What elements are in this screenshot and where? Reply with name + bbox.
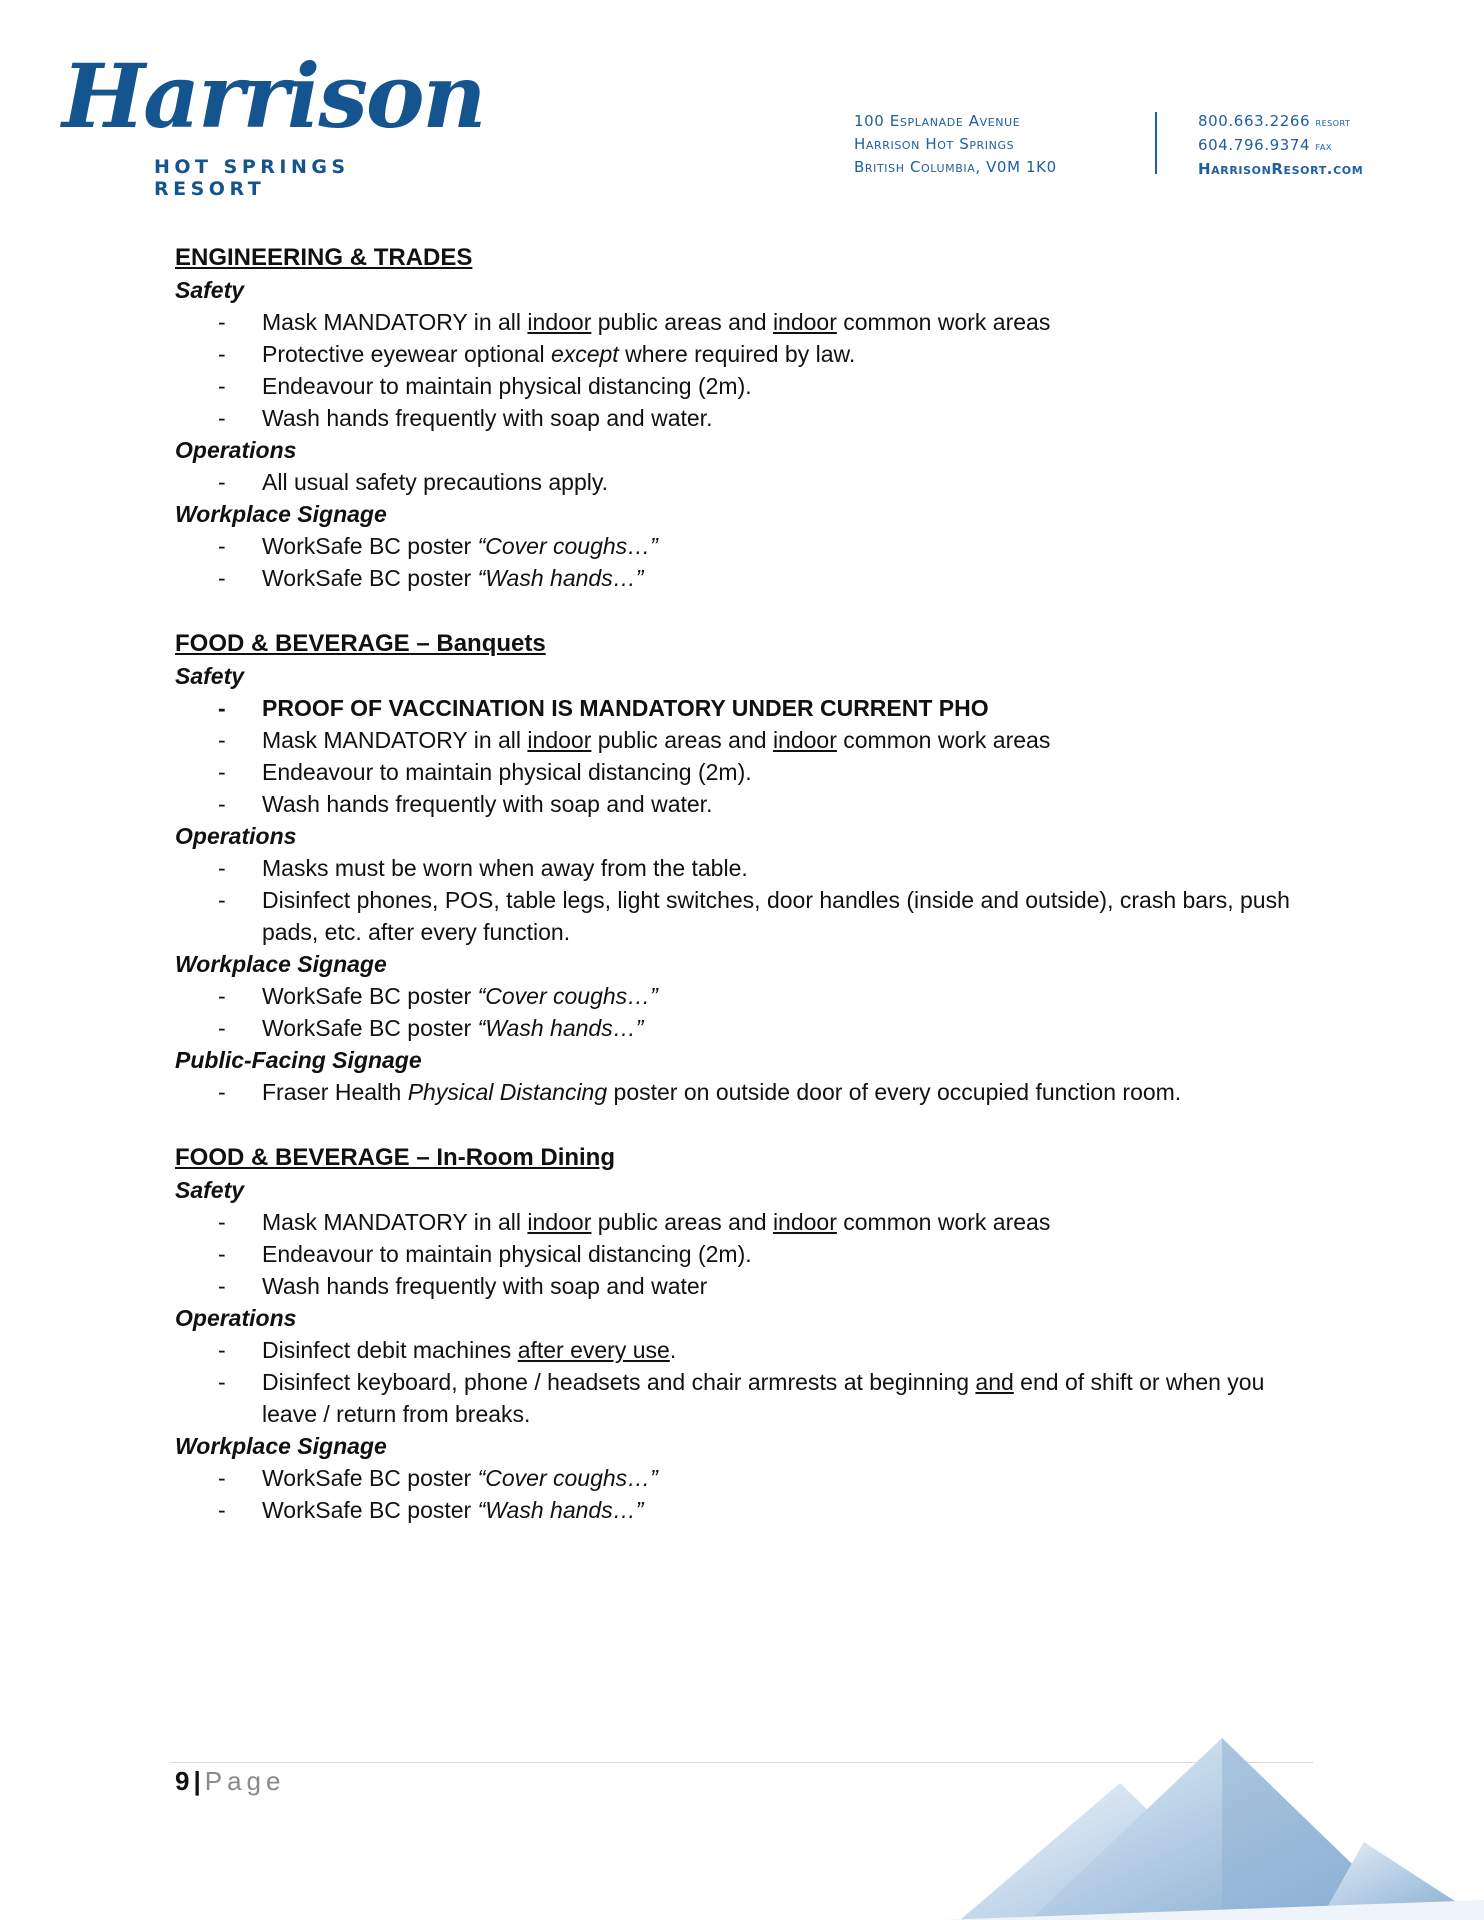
resort-address xyxy=(854,110,1057,179)
list-item: - WorkSafe BC poster “Wash hands…” xyxy=(175,1494,1295,1526)
list-item: - Endeavour to maintain physical distancing (2m). xyxy=(175,756,1295,788)
page-number-value: 9 xyxy=(175,1766,190,1796)
list-item: - WorkSafe BC poster “Cover coughs…” xyxy=(175,980,1295,1012)
signage-list xyxy=(175,530,1295,594)
operations-list xyxy=(175,852,1295,948)
subheading-safety: Safety xyxy=(175,277,245,303)
safety-list xyxy=(175,306,1295,434)
safety-list xyxy=(175,692,1295,820)
safety-list xyxy=(175,1206,1295,1302)
signage-list xyxy=(175,980,1295,1044)
subheading-operations: Operations xyxy=(175,823,297,849)
list-item: - Protective eyewear optional except where required by law. xyxy=(175,338,1295,370)
fax-phone-line xyxy=(1198,134,1363,158)
address-line-3: British Columbia, V0M 1K0 xyxy=(854,158,1057,176)
mountains-icon xyxy=(940,1730,1484,1920)
list-item: - WorkSafe BC poster “Wash hands…” xyxy=(175,562,1295,594)
subheading-operations: Operations xyxy=(175,437,297,463)
address-line-2: Harrison Hot Springs xyxy=(854,135,1015,153)
logo-subtitle: HOT SPRINGS RESORT xyxy=(154,156,350,200)
list-item: - Wash hands frequently with soap and water xyxy=(175,1270,1295,1302)
address-line-1: 100 Esplanade Avenue xyxy=(854,112,1021,130)
signage-list xyxy=(175,1462,1295,1526)
resort-website: HarrisonResort.com xyxy=(1198,160,1364,178)
section-title: FOOD & BEVERAGE – Banquets xyxy=(175,630,546,657)
fax-phone-label: fax xyxy=(1315,140,1332,153)
list-item: - Disinfect keyboard, phone / headsets and chair armrests at beginning and end of shift or when you leave / return from breaks. xyxy=(175,1366,1295,1430)
page-separator: | xyxy=(193,1766,201,1796)
section-engineering xyxy=(175,242,1295,594)
list-item: - Disinfect phones, POS, table legs, light switches, door handles (inside and outside), crash bars, push pads, etc. after every function. xyxy=(175,884,1295,948)
section-banquets xyxy=(175,628,1295,1108)
page-number xyxy=(175,1766,285,1797)
header-divider xyxy=(1155,112,1157,174)
list-item: - Mask MANDATORY in all indoor public areas and indoor common work areas xyxy=(175,724,1295,756)
subheading-workplace-signage: Workplace Signage xyxy=(175,951,387,977)
list-item: - Endeavour to maintain physical distancing (2m). xyxy=(175,1238,1295,1270)
list-item: - Fraser Health Physical Distancing poster on outside door of every occupied function room. xyxy=(175,1076,1295,1108)
subheading-public-signage: Public-Facing Signage xyxy=(175,1047,422,1073)
public-signage-list xyxy=(175,1076,1295,1108)
page-label: Page xyxy=(204,1766,286,1796)
resort-phone-line xyxy=(1198,110,1363,134)
list-item: - PROOF OF VACCINATION IS MANDATORY UNDER CURRENT PHO xyxy=(175,692,1295,724)
section-title: ENGINEERING & TRADES xyxy=(175,244,473,271)
section-title: FOOD & BEVERAGE – In-Room Dining xyxy=(175,1144,616,1171)
list-item: - WorkSafe BC poster “Cover coughs…” xyxy=(175,530,1295,562)
operations-list xyxy=(175,1334,1295,1430)
list-item: - Wash hands frequently with soap and water. xyxy=(175,788,1295,820)
section-in-room-dining xyxy=(175,1142,1295,1526)
logo-script-text: Harrison xyxy=(62,44,485,148)
fax-phone: 604.796.9374 xyxy=(1198,136,1311,154)
list-item: - Mask MANDATORY in all indoor public areas and indoor common work areas xyxy=(175,1206,1295,1238)
subheading-workplace-signage: Workplace Signage xyxy=(175,1433,387,1459)
resort-contact xyxy=(1198,110,1363,181)
subheading-safety: Safety xyxy=(175,1177,245,1203)
subheading-workplace-signage: Workplace Signage xyxy=(175,501,387,527)
resort-phone: 800.663.2266 xyxy=(1198,112,1311,130)
list-item: - WorkSafe BC poster “Wash hands…” xyxy=(175,1012,1295,1044)
list-item: - Endeavour to maintain physical distancing (2m). xyxy=(175,370,1295,402)
list-item: - Mask MANDATORY in all indoor public areas and indoor common work areas xyxy=(175,306,1295,338)
document-body xyxy=(175,242,1295,1560)
list-item: - WorkSafe BC poster “Cover coughs…” xyxy=(175,1462,1295,1494)
resort-phone-label: resort xyxy=(1315,116,1351,129)
list-item: - Masks must be worn when away from the table. xyxy=(175,852,1295,884)
list-item: - Disinfect debit machines after every use. xyxy=(175,1334,1295,1366)
resort-logo xyxy=(62,44,485,200)
list-item: - All usual safety precautions apply. xyxy=(175,466,1295,498)
operations-list xyxy=(175,466,1295,498)
list-item: - Wash hands frequently with soap and water. xyxy=(175,402,1295,434)
subheading-safety: Safety xyxy=(175,663,245,689)
subheading-operations: Operations xyxy=(175,1305,297,1331)
